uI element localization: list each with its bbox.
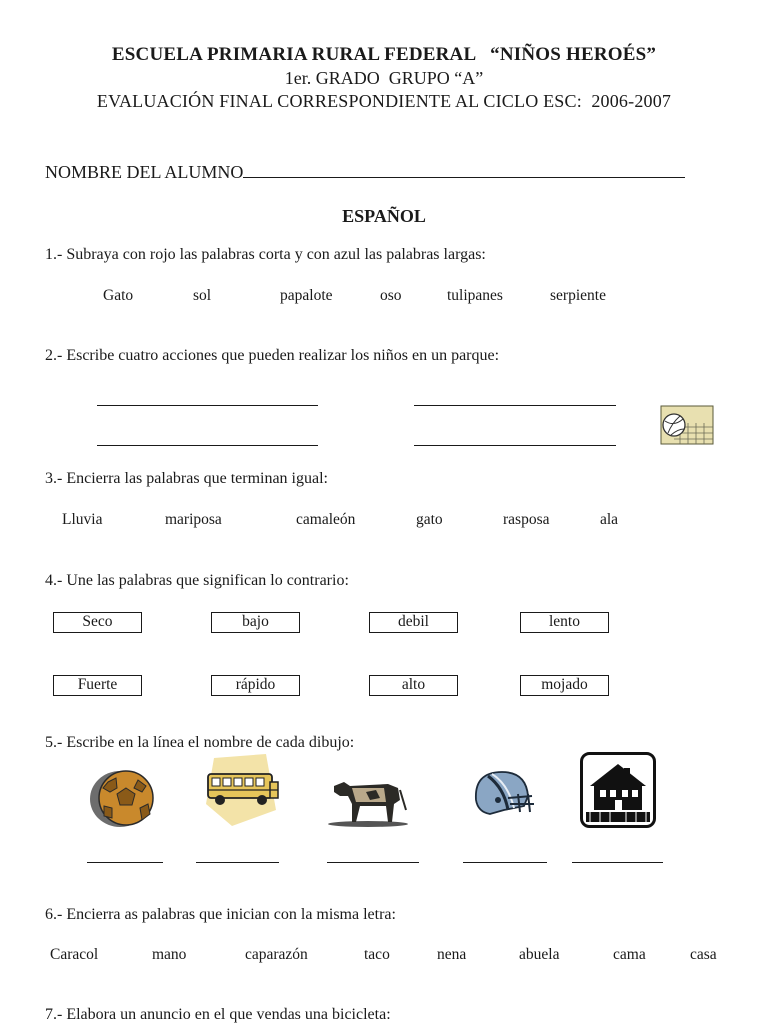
question-6-prompt: 6.- Encierra as palabras que inician con la misma letra: [45, 906, 396, 923]
q6-word: caparazón [245, 946, 308, 963]
q6-word: mano [152, 946, 187, 963]
q6-word: cama [613, 946, 646, 963]
q1-word: serpiente [550, 287, 606, 304]
answer-line[interactable] [414, 405, 616, 406]
answer-line[interactable] [414, 445, 616, 446]
q6-word: abuela [519, 946, 560, 963]
picture-name-line[interactable] [463, 862, 547, 863]
q6-word: Caracol [50, 946, 99, 963]
question-4-prompt: 4.- Une las palabras que significan lo contrario: [45, 572, 349, 589]
question-2-prompt: 2.- Escribe cuatro acciones que pueden realizar los niños en un parque: [45, 347, 500, 364]
picture-name-line[interactable] [87, 862, 163, 863]
picture-name-line[interactable] [572, 862, 663, 863]
q3-word: gato [416, 511, 443, 528]
question-1-prompt: 1.- Subraya con rojo las palabras corta y con azul las palabras largas: [45, 246, 486, 263]
q1-word: oso [380, 287, 402, 304]
q3-word: Lluvia [62, 511, 103, 528]
house-icon [580, 752, 656, 828]
q6-word: nena [437, 946, 467, 963]
antonym-box[interactable]: mojado [520, 675, 609, 696]
cow-icon [326, 766, 410, 828]
antonym-box[interactable]: alto [369, 675, 458, 696]
q3-word: mariposa [165, 511, 222, 528]
q3-word: camaleón [296, 511, 356, 528]
school-bus-icon [204, 752, 280, 828]
question-7-prompt: 7.- Elabora un anuncio en el que vendas una bicicleta: [45, 1006, 391, 1023]
student-name-row [45, 160, 685, 183]
evaluation-title: EVALUACIÓN FINAL CORRESPONDIENTE AL CICLO ESC: 2006-2007 [96, 91, 672, 111]
picture-name-line[interactable] [327, 862, 419, 863]
student-name-label: NOMBRE DEL ALUMNO [45, 162, 244, 182]
subject-title: ESPAÑOL [342, 206, 426, 226]
antonym-box[interactable]: rápido [211, 675, 300, 696]
school-title: ESCUELA PRIMARIA RURAL FEDERAL “NIÑOS HEROÉS” [111, 44, 657, 65]
q1-word: Gato [103, 287, 134, 304]
grade-group: 1er. GRADO GRUPO “A” [284, 68, 484, 88]
q1-word: papalote [280, 287, 333, 304]
q6-word: casa [690, 946, 717, 963]
q3-word: rasposa [503, 511, 550, 528]
q6-word: taco [364, 946, 390, 963]
q1-word: sol [193, 287, 212, 304]
q3-word: ala [600, 511, 619, 528]
antonym-box[interactable]: lento [520, 612, 609, 633]
answer-line[interactable] [97, 405, 318, 406]
volleyball-net-icon [660, 405, 714, 445]
antonym-box[interactable]: Fuerte [53, 675, 142, 696]
antonym-box[interactable]: Seco [53, 612, 142, 633]
picture-name-line[interactable] [196, 862, 279, 863]
football-helmet-icon [468, 766, 538, 824]
student-name-blank[interactable] [243, 160, 685, 178]
antonym-box[interactable]: debil [369, 612, 458, 633]
q1-word: tulipanes [447, 287, 503, 304]
question-5-prompt: 5.- Escribe en la línea el nombre de cada dibujo: [45, 734, 355, 751]
question-3-prompt: 3.- Encierra las palabras que terminan igual: [45, 470, 328, 487]
antonym-box[interactable]: bajo [211, 612, 300, 633]
ball-icon [86, 768, 158, 828]
answer-line[interactable] [97, 445, 318, 446]
